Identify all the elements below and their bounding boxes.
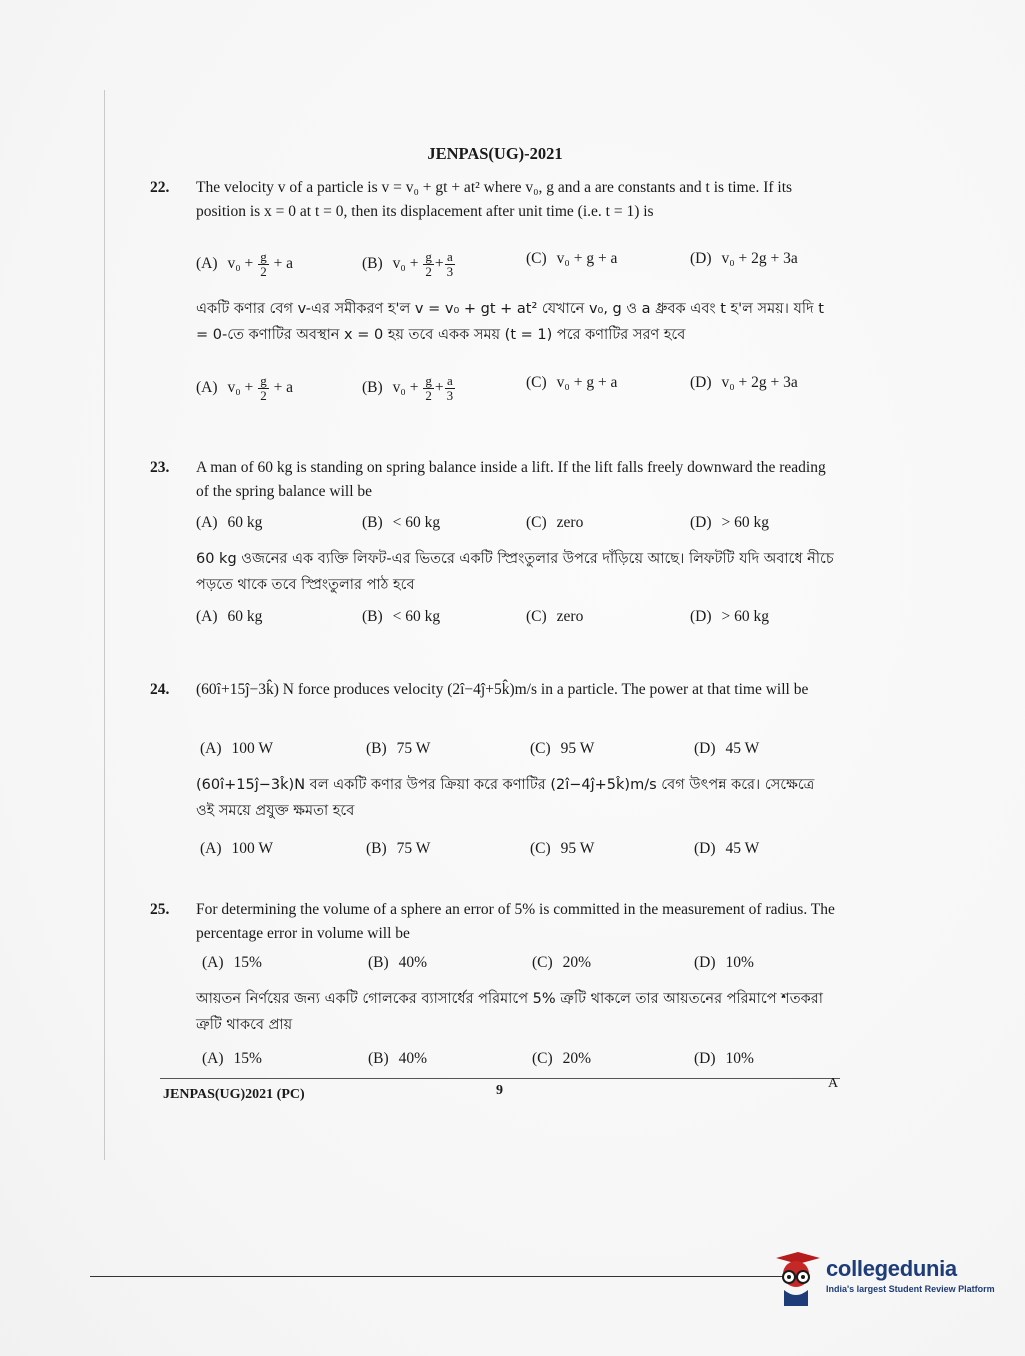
option-a: (A) 60 kg xyxy=(196,608,263,625)
option-c: (C) zero xyxy=(526,514,584,531)
question-english-text: (60î+15ĵ−3k̂) N force produces velocity (2î−4ĵ+5k̂)m/s in a particle. The power at that time will be xyxy=(196,681,809,698)
question-number: 22. xyxy=(150,179,170,196)
option-c: (C) v₀ + g + a xyxy=(526,250,618,267)
footer-exam-code: JENPAS(UG)2021 (PC) xyxy=(163,1087,305,1102)
option-d: (D) v₀ + 2g + 3a xyxy=(690,374,798,391)
option-a: (A) 100 W xyxy=(200,740,274,757)
option-c: (C) zero xyxy=(526,608,584,625)
margin-line xyxy=(104,90,105,1160)
option-a: (A) 100 W xyxy=(200,840,274,857)
option-b: (B) < 60 kg xyxy=(362,608,441,625)
option-b: (B) < 60 kg xyxy=(362,514,441,531)
option-c: (C) 95 W xyxy=(530,740,595,757)
logo-name: collegedunia xyxy=(826,1256,957,1281)
option-a: (A) 15% xyxy=(202,954,262,971)
option-a: (A) 60 kg xyxy=(196,514,263,531)
footer-divider xyxy=(160,1078,840,1079)
option-b: (B) v₀ + $\frac{g}{2}$ + $\frac{a}{3}$ xyxy=(362,373,454,403)
watermark-divider xyxy=(90,1276,790,1277)
question-english-text: A man of 60 kg is standing on spring balance inside a lift. If the lift falls freely downward the reading of the spring balance will be xyxy=(196,459,826,500)
options-22-bengali xyxy=(196,374,836,404)
option-d: (D) 10% xyxy=(694,1050,754,1067)
booklet-code: A xyxy=(828,1076,839,1091)
question-number: 23. xyxy=(150,459,170,476)
options-22-english xyxy=(196,250,836,280)
options-25-bengali xyxy=(196,1050,836,1080)
options-23-bengali xyxy=(196,608,836,638)
options-25-english xyxy=(196,954,836,984)
option-a: (A) 15% xyxy=(202,1050,262,1067)
question-number: 25. xyxy=(150,901,170,918)
option-a: (A) v₀ + $\frac{g}{2}$ + a xyxy=(196,249,294,279)
option-d: (D) 10% xyxy=(694,954,754,971)
option-d: (D) 45 W xyxy=(694,740,760,757)
option-b: (B) 40% xyxy=(368,954,428,971)
option-c: (C) 20% xyxy=(532,954,592,971)
question-english-text: The velocity v of a particle is v = v₀ + gt + at² where v₀, g and a are constants and t is time. If its position is x = 0 at t = 0, then its displacement after unit time (i.e. t = 1) is xyxy=(196,179,793,220)
option-d: (D) > 60 kg xyxy=(690,514,770,531)
option-b: (B) 40% xyxy=(368,1050,428,1067)
question-english-text: For determining the volume of a sphere an error of 5% is committed in the measurement of radius. The percentage error in volume will be xyxy=(196,901,835,942)
option-d: (D) > 60 kg xyxy=(690,608,770,625)
option-b: (B) v₀ + $\frac{g}{2}$ + $\frac{a}{3}$ xyxy=(362,249,454,279)
mascot-icon xyxy=(770,1250,824,1308)
page-number: 9 xyxy=(496,1083,503,1098)
option-c: (C) 20% xyxy=(532,1050,592,1067)
page-title: JENPAS(UG)-2021 xyxy=(427,144,563,163)
option-d: (D) v₀ + 2g + 3a xyxy=(690,250,798,267)
option-a: (A) v₀ + $\frac{g}{2}$ + a xyxy=(196,373,294,403)
option-c: (C) 95 W xyxy=(530,840,595,857)
options-23-english xyxy=(196,514,836,544)
option-b: (B) 75 W xyxy=(366,740,431,757)
option-d: (D) 45 W xyxy=(694,840,760,857)
question-bengali-text: একটি কণার বেগ v-এর সমীকরণ হ'ল v = v₀ + gt + at² যেখানে v₀, g ও a ধ্রুবক এবং t হ'ল সময়। যদি t = 0-তে কণাটির অবস্থান x = 0 হয় তবে একক সময় (t = 1) পরে কণাটির সরণ হবে xyxy=(196,301,824,343)
question-bengali-text: (60î+15ĵ−3k̂)N বল একটি কণার উপর ক্রিয়া করে কণাটির (2î−4ĵ+5k̂)m/s বেগ উৎপন্ন করে। সেক্ষেত্রে ওই সময়ে প্রযুক্ত ক্ষমতা হবে xyxy=(196,777,815,819)
option-b: (B) 75 W xyxy=(366,840,431,857)
option-c: (C) v₀ + g + a xyxy=(526,374,618,391)
options-24-bengali xyxy=(196,840,836,870)
question-bengali-text: আয়তন নির্ণয়ের জন্য একটি গোলকের ব্যাসার্ধের পরিমাপে 5% ত্রুটি থাকলে তার আয়তনের পরিমাপে শতকরা ত্রুটি থাকবে প্রায় xyxy=(196,991,823,1033)
question-bengali-text: 60 kg ওজনের এক ব্যক্তি লিফট-এর ভিতরে একটি স্প্রিংতুলার উপরে দাঁড়িয়ে আছে। লিফটটি যদি অবাধে নীচে পড়তে থাকে তবে স্প্রিংতুলার পাঠ হবে xyxy=(196,551,834,593)
logo-tagline: India's largest Student Review Platform xyxy=(826,1284,995,1294)
options-24-english xyxy=(196,740,836,770)
collegedunia-logo[interactable] xyxy=(770,1250,1010,1310)
question-number: 24. xyxy=(150,681,170,698)
